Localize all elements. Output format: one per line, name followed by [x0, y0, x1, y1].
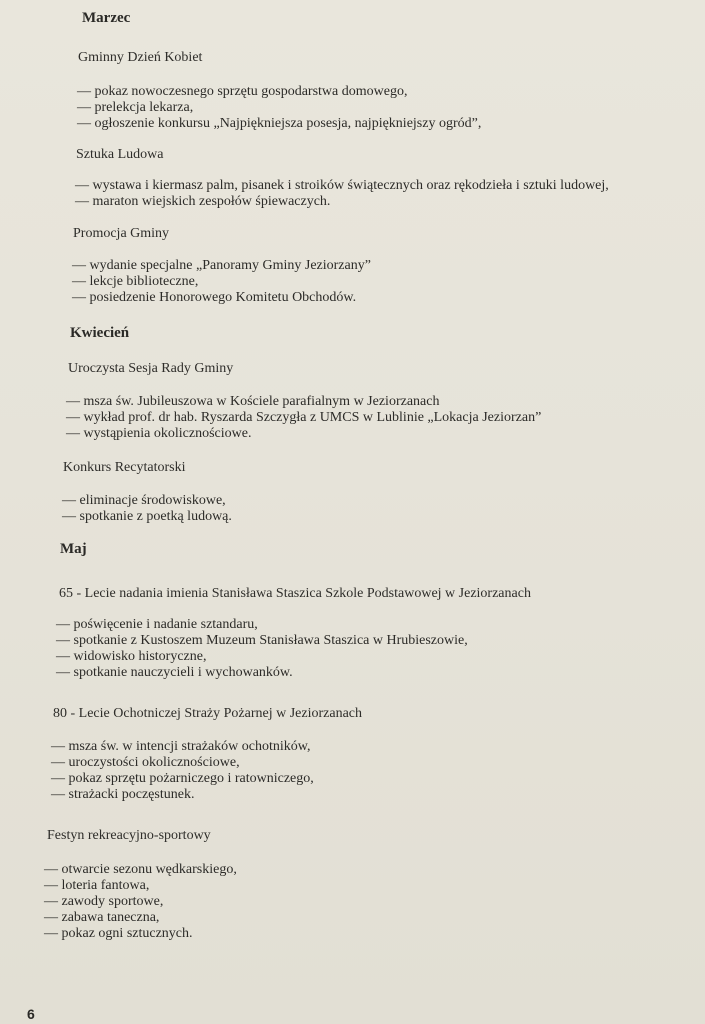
list-item: — pokaz ogni sztucznych.: [44, 926, 193, 941]
section-title-65-lecie-szkoly: 65 - Lecie nadania imienia Stanisława Staszica Szkole Podstawowej w Jeziorzanach: [59, 586, 531, 601]
section-title-promocja-gminy: Promocja Gminy: [73, 226, 170, 241]
list-item: — spotkanie nauczycieli i wychowanków.: [56, 665, 293, 680]
item-list-sesja-rady: [66, 394, 541, 442]
item-list-80-lecie-osp: [51, 739, 314, 803]
month-heading-kwiecien: Kwiecień: [70, 325, 130, 341]
list-item: — spotkanie z Kustoszem Muzeum Stanisława Staszica w Hrubieszowie,: [56, 633, 468, 648]
list-item: — wystawa i kiermasz palm, pisanek i stroików świątecznych oraz rękodzieła i sztuki ludowej,: [75, 178, 609, 193]
item-list-festyn: [44, 862, 237, 942]
section-title-sztuka-ludowa: Sztuka Ludowa: [76, 147, 164, 162]
list-item: — widowisko historyczne,: [56, 649, 207, 664]
list-item: — prelekcja lekarza,: [77, 100, 194, 115]
item-list-promocja-gminy: [72, 258, 371, 306]
list-item: — loteria fantowa,: [44, 878, 150, 893]
list-item: — wystąpienia okolicznościowe.: [66, 426, 252, 441]
item-list-dzien-kobiet: [77, 84, 481, 132]
list-item: — strażacki poczęstunek.: [51, 787, 195, 802]
list-item: — wydanie specjalne „Panoramy Gminy Jeziorzany”: [72, 258, 371, 273]
list-item: — pokaz sprzętu pożarniczego i ratowniczego,: [51, 771, 314, 786]
list-item: — lekcje biblioteczne,: [72, 274, 199, 289]
list-item: — posiedzenie Honorowego Komitetu Obchodów.: [72, 290, 357, 305]
month-heading-maj: Maj: [60, 541, 87, 557]
section-title-dzien-kobiet: Gminny Dzień Kobiet: [78, 50, 203, 65]
list-item: — msza św. w intencji strażaków ochotników,: [51, 739, 311, 754]
item-list-konkurs-recytatorski: [62, 493, 232, 525]
list-item: — zawody sportowe,: [44, 894, 164, 909]
list-item: — uroczystości okolicznościowe,: [51, 755, 240, 770]
month-heading-marzec: Marzec: [82, 10, 131, 26]
item-list-65-lecie-szkoly: [56, 617, 468, 681]
list-item: — wykład prof. dr hab. Ryszarda Szczygła z UMCS w Lublinie „Lokacja Jeziorzan”: [66, 410, 542, 425]
list-item: — maraton wiejskich zespołów śpiewaczych.: [75, 194, 331, 209]
list-item: — pokaz nowoczesnego sprzętu gospodarstwa domowego,: [77, 84, 408, 99]
section-title-sesja-rady: Uroczysta Sesja Rady Gminy: [68, 361, 234, 376]
list-item: — spotkanie z poetką ludową.: [62, 509, 232, 524]
list-item: — eliminacje środowiskowe,: [62, 493, 226, 508]
list-item: — msza św. Jubileuszowa w Kościele parafialnym w Jeziorzanach: [66, 394, 440, 409]
list-item: — zabawa taneczna,: [44, 910, 160, 925]
page-number: 6: [27, 1006, 35, 1022]
section-title-konkurs-recytatorski: Konkurs Recytatorski: [63, 460, 186, 475]
list-item: — poświęcenie i nadanie sztandaru,: [56, 617, 258, 632]
section-title-80-lecie-osp: 80 - Lecie Ochotniczej Straży Pożarnej w Jeziorzanach: [53, 706, 363, 721]
section-title-festyn: Festyn rekreacyjno-sportowy: [47, 828, 211, 843]
list-item: — ogłoszenie konkursu „Najpiękniejsza posesja, najpiękniejszy ogród”,: [77, 116, 482, 131]
item-list-sztuka-ludowa: [75, 178, 609, 210]
list-item: — otwarcie sezonu wędkarskiego,: [44, 862, 237, 877]
